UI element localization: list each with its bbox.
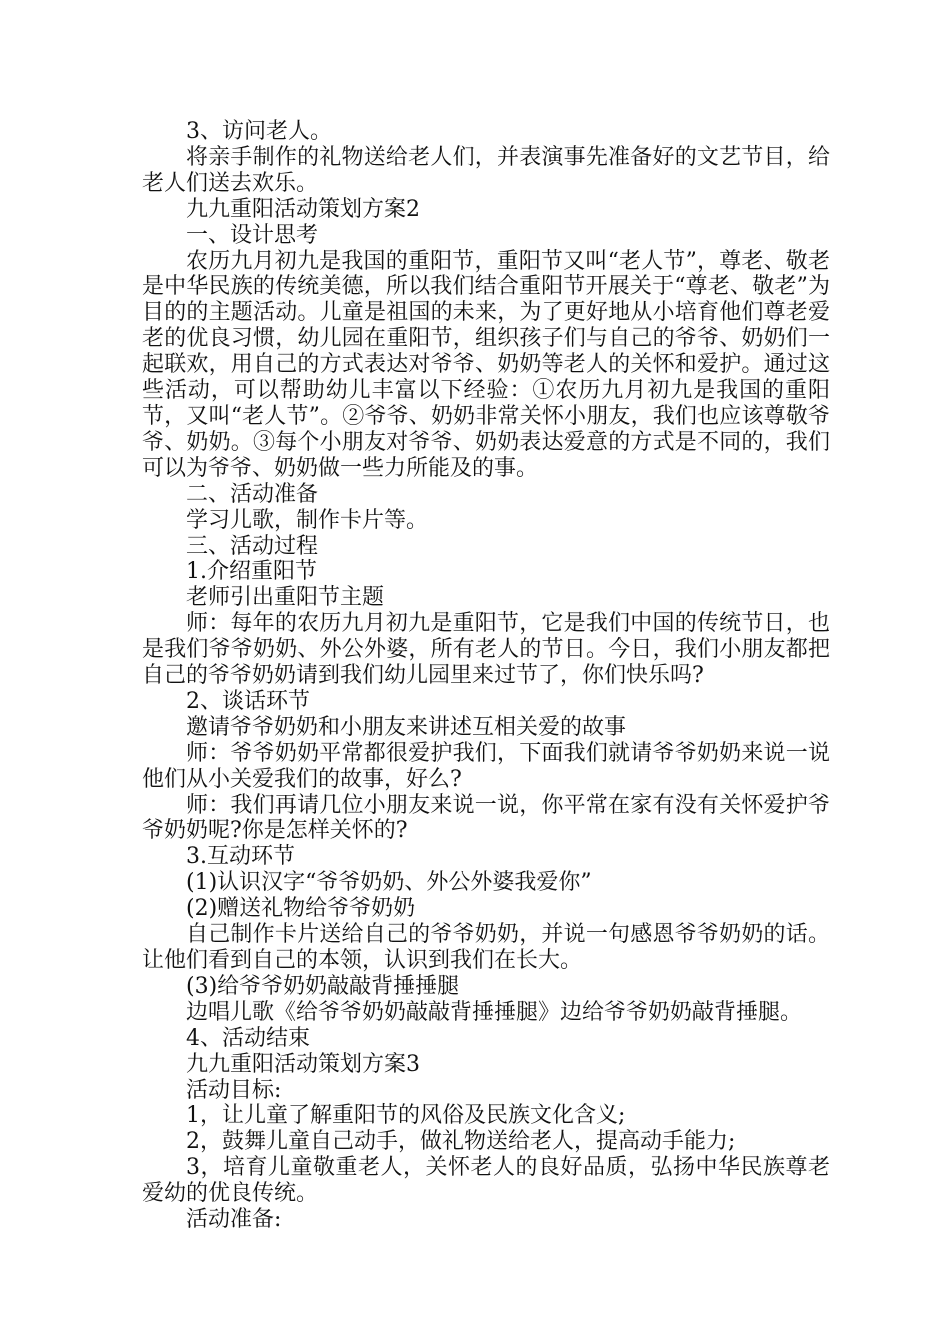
list-item-massage: (3)给爷爷奶奶敲敲背捶捶腿 [186, 973, 460, 999]
section-title-plan-2: 九九重阳活动策划方案2 [186, 196, 420, 222]
heading-design-thinking: 一、设计思考 [186, 222, 319, 248]
paragraph-make-cards: 自己制作卡片送给自己的爷爷奶奶，并说一句感恩爷爷奶奶的话。让他们看到自己的本领，认识到我们在长大。 [142, 922, 830, 973]
list-item-goal-3: 3，培育儿童敬重老人，关怀老人的良好品质，弘扬中华民族尊老爱幼的优良传统。 [142, 1155, 830, 1207]
list-item-visit-elderly: 3、访问老人。 [186, 119, 332, 144]
document-body [142, 119, 830, 1233]
paragraph-preparation: 学习儿歌，制作卡片等。 [186, 507, 429, 533]
section-title-plan-3: 九九重阳活动策划方案3 [186, 1051, 420, 1077]
list-item-goal-1: 1，让儿童了解重阳节的风俗及民族文化含义; [186, 1103, 626, 1129]
subheading-introduce-festival: 1.介绍重阳节 [186, 559, 317, 585]
list-item-give-gifts: (2)赠送礼物给爷爷奶奶 [186, 896, 416, 922]
heading-activity-preparation: 二、活动准备 [186, 481, 319, 507]
paragraph-teacher-speech-2: 师：爷爷奶奶平常都很爱护我们，下面我们就请爷爷奶奶来说一说他们从小关爱我们的故事，好么? [142, 740, 830, 792]
paragraph-teacher-speech-1: 师：每年的农历九月初九是重阳节，它是我们中国的传统节日，也是我们爷爷奶奶、外公外婆，所有老人的节日。今日，我们小朋友都把自己的爷爷奶奶请到我们幼儿园里来过节了，你们快乐吗? [142, 611, 830, 689]
subheading-talk-session: 2、谈话环节 [186, 688, 310, 714]
paragraph-teacher-speech-3: 师：我们再请几位小朋友来说一说，你平常在家有没有关怀爱护爷爷奶奶呢?你是怎样关怀的? [142, 792, 830, 844]
heading-activity-preparation-2: 活动准备: [186, 1207, 282, 1233]
subheading-activity-end: 4、活动结束 [186, 1025, 310, 1051]
paragraph-gift-performance: 将亲手制作的礼物送给老人们，并表演事先准备好的文艺节目，给老人们送去欢乐。 [142, 144, 830, 196]
list-item-learn-characters: (1)认识汉字“爷爷奶奶、外公外婆我爱你” [186, 870, 592, 896]
subheading-interaction: 3.互动环节 [186, 844, 295, 870]
heading-activity-process: 三、活动过程 [186, 533, 319, 559]
paragraph-sing-song: 边唱儿歌《给爷爷奶奶敲敲背捶捶腿》边给爷爷奶奶敲背捶腿。 [186, 999, 803, 1025]
paragraph-teacher-intro: 老师引出重阳节主题 [186, 585, 385, 611]
list-item-goal-2: 2，鼓舞儿童自己动手，做礼物送给老人，提高动手能力; [186, 1129, 736, 1155]
paragraph-invite-stories: 邀请爷爷奶奶和小朋友来讲述互相关爱的故事 [186, 714, 627, 740]
heading-activity-goals: 活动目标: [186, 1077, 282, 1103]
paragraph-design-thinking: 农历九月初九是我国的重阳节，重阳节又叫“老人节”，尊老、敬老是中华民族的传统美德，所以我们结合重阳节开展关于“尊老、敬老”为目的的主题活动。儿童是祖国的未来，为了更好地从小培育他们尊老爱老的优良习惯，幼儿园在重阳节，组织孩子们与自己的爷爷、奶奶们一起联欢，用自己的方式表达对爷爷、奶奶等老人的关怀和爱护。通过这些活动，可以帮助幼儿丰富以下经验：①农历九月初九是我国的重阳节，又叫“老人节”。②爷爷、奶奶非常关怀小朋友，我们也应该尊敬爷爷、奶奶。③每个小朋友对爷爷、奶奶表达爱意的方式是不同的，我们可以为爷爷、奶奶做一些力所能及的事。 [142, 248, 830, 481]
